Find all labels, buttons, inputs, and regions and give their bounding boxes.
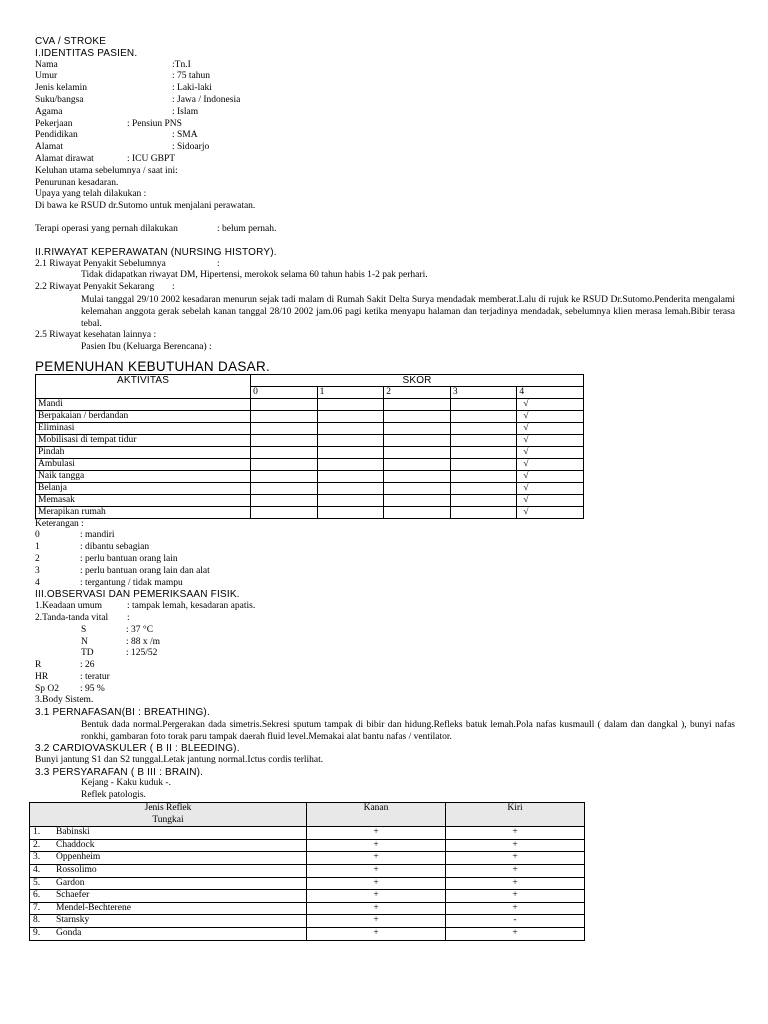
field-label: Alamat [35,142,63,153]
field-label: 2.2 Riwayat Penyakit Sekarang [35,282,155,293]
adl-activity: Mandi [36,398,251,410]
reflex-number: 8. [33,915,41,926]
field-value: : Sidoarjo [172,142,210,153]
adl-score-cell [384,494,451,506]
reflex-row [30,928,585,941]
adl-score-cell [384,422,451,434]
vital-key: S [81,624,87,635]
field-label: Pendidikan [35,130,78,141]
keterangan-value: : tergantung / tidak mampu [80,577,183,588]
adl-row [36,434,584,446]
keterangan-row [35,566,735,578]
adl-check-mark: √ [517,422,584,434]
adl-score-cell [450,494,517,506]
vital-key: Sp O2 [35,683,60,694]
adl-score-cell [251,446,318,458]
field-label: 1.Keadaan umum [35,601,103,612]
riwayat-25-label: 2.5 Riwayat kesehatan lainnya : [35,329,157,340]
reflex-number: 2. [33,839,41,850]
vital-row [35,660,735,672]
reflex-row [30,877,585,890]
reflex-kanan: + [307,865,446,878]
reflex-kanan: + [307,902,446,915]
upaya-label: Upaya yang telah dilakukan : [35,189,147,200]
adl-score-cell [251,458,318,470]
reflex-row [30,890,585,903]
keterangan-row [35,530,735,542]
reflex-head-jenis-label: Jenis Reflek [144,803,192,814]
vital-value: : 88 x /m [126,636,161,647]
adl-score-cell [450,398,517,410]
adl-score-cell [450,458,517,470]
adl-score-cell [251,506,318,518]
adl-score-cell [450,422,517,434]
terapi-row [35,224,735,236]
field-value: : tampak lemah, kesadaran apatis. [127,601,256,612]
riwayat-22-label [35,282,735,294]
adl-score-header: 4 [517,386,584,398]
reflex-name: Starnsky [56,915,90,926]
reflex-row [30,865,585,878]
adl-score-cell [450,434,517,446]
vitals-list [35,660,735,695]
reflex-kanan: + [307,890,446,903]
adl-score-cell [384,506,451,518]
reflex-name: Rossolimo [56,865,97,876]
adl-check-mark: √ [517,494,584,506]
field-label: 2.Tanda-tanda vital [35,612,109,623]
adl-row [36,506,584,518]
keterangan-key: 2 [35,553,40,564]
vital-value: : 26 [80,660,95,671]
field-value: : Jawa / Indonesia [172,94,241,105]
vital-row [35,672,735,684]
adl-score-cell [317,434,384,446]
keterangan-key: 4 [35,577,40,588]
riwayat-21-text: Tidak didapatkan riwayat DM, Hipertensi, merokok selama 60 tahun habis 1-2 pak perhari. [81,270,428,281]
field-value: : 75 tahun [172,71,210,82]
reflex-kiri: + [446,865,585,878]
keterangan-value: : perlu bantuan orang lain dan alat [80,565,210,576]
reflex-kanan: + [307,827,446,840]
reflex-name: Babinski [56,827,90,838]
vital-row [35,684,735,696]
adl-score-cell [251,410,318,422]
tanda-vital [35,613,735,625]
identity-alamat-dirawat [35,154,735,166]
reflex-kanan: + [307,928,446,941]
reflex-head-tungkai-label: Tungkai [152,814,184,825]
adl-row [36,494,584,506]
reflex-name-cell [30,865,307,878]
keterangan-label: Keterangan : [35,518,84,529]
adl-head-skor: SKOR [251,374,584,386]
adl-activity: Naik tangga [36,470,251,482]
adl-score-cell [384,398,451,410]
field-value: : Islam [172,106,199,117]
reflex-name-cell [30,839,307,852]
reflex-kiri: + [446,827,585,840]
reflex-kanan: + [307,877,446,890]
adl-score-header: 2 [384,386,451,398]
reflex-name-cell [30,928,307,941]
keterangan-key: 1 [35,542,40,553]
b1-title: 3.1 PERNAFASAN(BI : BREATHING). [35,707,210,719]
reflex-name-cell [30,915,307,928]
adl-check-mark: √ [517,458,584,470]
reflex-name-cell [30,902,307,915]
vital-value: : 37 °C [126,624,154,635]
adl-score-header: 1 [317,386,384,398]
reflex-number: 4. [33,865,41,876]
vital-value: : 95 % [80,683,105,694]
reflex-number: 7. [33,902,41,913]
identity-row [35,107,735,119]
adl-row [36,446,584,458]
field-value: : Laki-laki [172,83,212,94]
adl-score-cell [251,494,318,506]
reflex-header-row [30,803,585,827]
reflex-head-kanan: Kanan [307,803,446,827]
adl-head-aktivitas: AKTIVITAS [36,374,251,398]
adl-score-cell [317,482,384,494]
reflex-head-jenis [30,803,307,827]
field-colon: : [217,258,220,269]
adl-score-cell [450,446,517,458]
adl-score-cell [384,470,451,482]
vital-row [35,648,735,660]
b3-refleks: Reflek patologis. [81,790,146,801]
field-label: Umur [35,71,58,82]
adl-activity: Belanja [36,482,251,494]
reflex-kanan: + [307,839,446,852]
adl-score-cell [450,482,517,494]
adl-score-header: 0 [251,386,318,398]
reflex-row [30,852,585,865]
identity-pendidikan [35,130,735,142]
vital-key: N [81,636,88,647]
adl-row [36,470,584,482]
identity-row [35,60,735,72]
keterangan-row [35,578,735,590]
vital-key: R [35,660,42,671]
vital-key: TD [81,648,94,659]
adl-score-cell [317,410,384,422]
reflex-kiri: - [446,915,585,928]
adl-score-cell [251,434,318,446]
b3-kejang: Kejang - Kaku kuduk -. [81,778,171,789]
adl-activity: Mobilisasi di tempat tidur [36,434,251,446]
keadaan-umum [35,601,735,613]
reflex-name: Mendel-Bechterene [56,902,131,913]
field-label: Pekerjaan [35,118,73,129]
b1-text: Bentuk dada normal.Pergerakan dada simetris.Sekresi sputum tampak di bibir dan hidung.Refleks batuk lemah.Pola nafas kusmaull ( dalam dan dangkal ), bunyi nafas ronkhi, gambaran foto torak paru tampak daerah fluid level.Memakai alat bantu nafas / ventilator. [81,720,735,743]
adl-activity: Ambulasi [36,458,251,470]
adl-score-cell [384,482,451,494]
adl-header-row [36,374,584,386]
adl-score-cell [317,506,384,518]
riwayat-21-label [35,259,735,271]
adl-score-cell [251,482,318,494]
adl-table [35,374,584,519]
identity-alamat [35,142,735,154]
adl-check-mark: √ [517,470,584,482]
adl-activity: Pindah [36,446,251,458]
reflex-kiri: + [446,902,585,915]
b2-text: Bunyi jantung S1 dan S2 tunggal.Letak jantung normal.Ictus cordis terlihat. [35,754,324,765]
field-label: Suku/bangsa [35,94,84,105]
adl-score-header: 3 [450,386,517,398]
vital-row [35,637,735,649]
vitals-indent-list [35,625,735,660]
adl-score-cell [450,470,517,482]
adl-activity: Berpakaian / berdandan [36,410,251,422]
field-label: Alamat dirawat [35,153,94,164]
reflex-number: 5. [33,877,41,888]
keterangan-value: : perlu bantuan orang lain [80,553,178,564]
keluhan-label: Keluhan utama sebelumnya / saat ini: [35,165,178,176]
keterangan-list [35,530,735,589]
reflex-kanan: + [307,852,446,865]
reflex-kiri: + [446,877,585,890]
pemenuhan-title: PEMENUHAN KEBUTUHAN DASAR. [35,358,271,374]
field-value: :Tn.I [172,59,191,70]
adl-row [36,482,584,494]
identity-list [35,60,735,119]
upaya-text: Di bawa ke RSUD dr.Sutomo untuk menjalani perawatan. [35,201,256,212]
field-colon: : [127,612,130,623]
keterangan-value: : dibantu sebagian [80,542,150,553]
vital-row [35,625,735,637]
field-label: Terapi operasi yang pernah dilakukan [35,223,178,234]
adl-check-mark: √ [517,410,584,422]
document-page [35,36,735,941]
adl-score-cell [317,398,384,410]
adl-score-cell [251,470,318,482]
keterangan-row [35,542,735,554]
adl-score-cell [450,410,517,422]
body-system: 3.Body Sistem. [35,695,94,706]
vital-value: : teratur [80,671,110,682]
reflex-kiri: + [446,852,585,865]
field-label: Nama [35,59,58,70]
keterangan-key: 3 [35,565,40,576]
adl-row [36,458,584,470]
adl-activity: Eliminasi [36,422,251,434]
section-identitas: I.IDENTITAS PASIEN. [35,47,138,59]
keterangan-key: 0 [35,530,40,541]
field-value: : Pensiun PNS [127,118,182,129]
riwayat-25-text: Pasien Ibu (Keluarga Berencana) : [81,341,212,352]
identity-row [35,83,735,95]
field-value: : SMA [172,130,198,141]
keterangan-value: : mandiri [80,530,115,541]
adl-score-cell [384,410,451,422]
adl-check-mark: √ [517,446,584,458]
adl-row [36,422,584,434]
adl-score-cell [251,398,318,410]
adl-score-cell [384,434,451,446]
adl-check-mark: √ [517,398,584,410]
keluhan-text: Penurunan kesadaran. [35,177,119,188]
b3-title: 3.3 PERSYARAFAN ( B III : BRAIN). [35,766,204,778]
adl-score-cell [384,446,451,458]
reflex-kiri: + [446,928,585,941]
doc-title: CVA / STROKE [35,36,107,47]
section-observasi: III.OBSERVASI DAN PEMERIKSAAN FISIK. [35,589,240,601]
reflex-name-cell [30,890,307,903]
reflex-row [30,839,585,852]
reflex-number: 6. [33,890,41,901]
identity-row [35,95,735,107]
reflex-number: 3. [33,852,41,863]
reflex-name: Gonda [56,928,82,938]
riwayat-22-text: Mulai tanggal 29/10 2002 kesadaran menurun sejak tadi malam di Rumah Sakit Delta Surya mendadak memberat.Lalu di rujuk ke RSUD Dr.Sutomo.Penderita mengalami kelemahan anggota gerak sebelah kanan tanggal 28/10 2002 jam.06 pagi ketika menyapu halaman dan terjadinya mendadak, sebelumnya klien merasa lemah.Bibir terasa tebal. [81,294,735,329]
field-value: : belum pernah. [217,223,277,234]
reflex-kiri: + [446,839,585,852]
adl-score-cell [251,422,318,434]
adl-activity: Merapikan rumah [36,506,251,518]
reflex-name-cell [30,852,307,865]
reflex-name-cell [30,827,307,840]
keterangan-row [35,554,735,566]
adl-score-cell [317,494,384,506]
adl-check-mark: √ [517,434,584,446]
reflex-name: Chaddock [56,839,95,850]
field-label: Jenis kelamin [35,83,87,94]
identity-row [35,71,735,83]
adl-score-cell [317,422,384,434]
adl-row [36,410,584,422]
adl-score-cell [317,470,384,482]
reflex-row [30,902,585,915]
field-colon: : [172,282,175,293]
reflex-row [30,915,585,928]
reflex-name: Schaefer [56,890,90,901]
adl-check-mark: √ [517,506,584,518]
adl-score-cell [317,458,384,470]
reflex-number: 1. [33,827,41,838]
reflex-table [29,802,585,941]
section-riwayat: II.RIWAYAT KEPERAWATAN (NURSING HISTORY). [35,246,277,258]
field-label: Agama [35,106,63,117]
reflex-name: Gardon [56,877,85,888]
adl-score-cell [384,458,451,470]
reflex-name-cell [30,877,307,890]
identity-pekerjaan [35,119,735,131]
vital-value: : 125/52 [126,648,158,659]
reflex-name: Oppenheim [56,852,101,863]
adl-score-cell [317,446,384,458]
b2-title: 3.2 CARDIOVASKULER ( B II : BLEEDING). [35,743,240,755]
vital-key: HR [35,671,49,682]
field-value: : ICU GBPT [127,153,176,164]
reflex-head-kiri: Kiri [446,803,585,827]
adl-score-cell [450,506,517,518]
adl-activity: Memasak [36,494,251,506]
adl-check-mark: √ [517,482,584,494]
reflex-kiri: + [446,890,585,903]
field-label: 2.1 Riwayat Penyakit Sebelumnya [35,258,166,269]
adl-row [36,398,584,410]
reflex-kanan: + [307,915,446,928]
reflex-row [30,827,585,840]
reflex-number: 9. [33,928,41,938]
